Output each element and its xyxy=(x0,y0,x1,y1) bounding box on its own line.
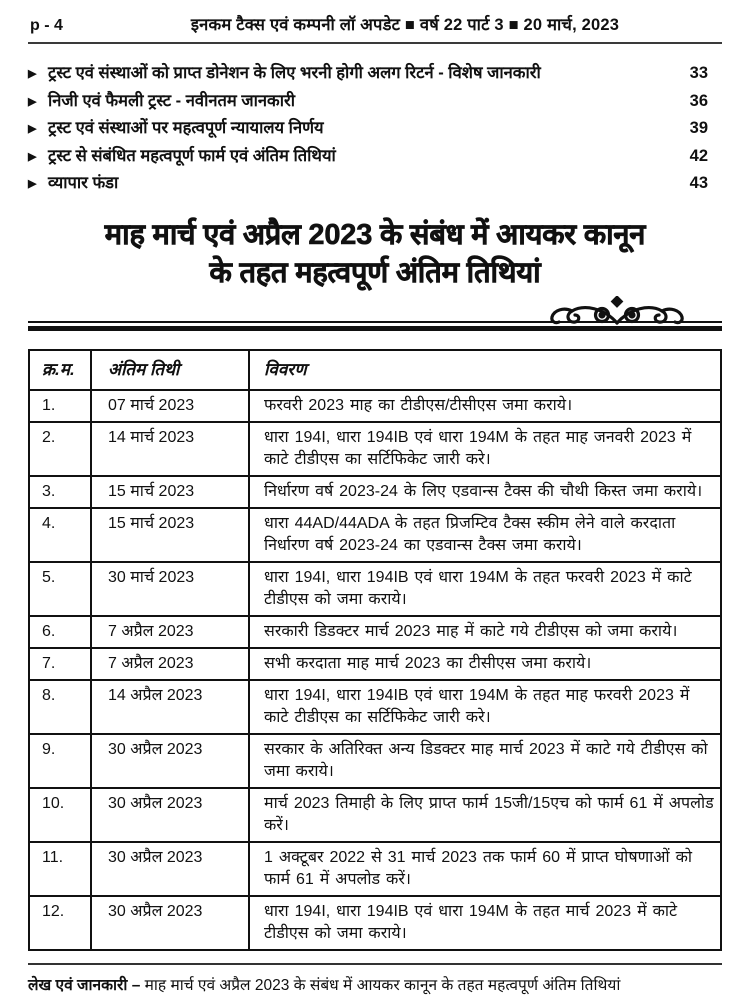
toc-item[interactable] xyxy=(28,60,722,88)
article-title-line1: माह मार्च एवं अप्रैल 2023 के संबंध में आयकर कानून xyxy=(104,218,646,251)
toc-item-page: 43 xyxy=(689,174,708,192)
cell-description: सभी करदाता माह मार्च 2023 का टीसीएस जमा कराये। xyxy=(249,648,721,680)
cell-serial: 5. xyxy=(29,562,91,616)
masthead-rule xyxy=(28,42,722,44)
cell-description: धारा 44AD/44ADA के तहत प्रिजम्टिव टैक्स स्कीम लेने वाले करदाता निर्धारण वर्ष 2023-24 का एडवान्स टैक्स जमा कराये। xyxy=(249,508,721,562)
cell-serial: 7. xyxy=(29,648,91,680)
toc-item-page: 33 xyxy=(689,64,708,82)
cell-description: सरकारी डिडक्टर मार्च 2023 माह में काटे गये टीडीएस को जमा कराये। xyxy=(249,616,721,648)
cell-date: 30 अप्रैल 2023 xyxy=(91,896,249,950)
cell-date: 30 अप्रैल 2023 xyxy=(91,734,249,788)
toc-item[interactable] xyxy=(28,115,722,143)
toc-item[interactable] xyxy=(28,143,722,171)
cell-date: 7 अप्रैल 2023 xyxy=(91,648,249,680)
article-title-line2: के तहत महत्वपूर्ण अंतिम तिथियां xyxy=(209,256,541,289)
table-row xyxy=(29,788,721,842)
cell-serial: 8. xyxy=(29,680,91,734)
table-row xyxy=(29,648,721,680)
table-row xyxy=(29,390,721,422)
table-header-row xyxy=(29,350,721,390)
cell-serial: 9. xyxy=(29,734,91,788)
cell-description: धारा 194I, धारा 194IB एवं धारा 194M के तहत माह फरवरी 2023 में काटे टीडीएस का सर्टिफिकेट जारी करे। xyxy=(249,680,721,734)
cell-description: धारा 194I, धारा 194IB एवं धारा 194M के तहत माह जनवरी 2023 में काटे टीडीएस का सर्टिफिकेट जारी करे। xyxy=(249,422,721,476)
cell-date: 07 मार्च 2023 xyxy=(91,390,249,422)
table-row xyxy=(29,734,721,788)
toc-item-label: ट्रस्ट से संबंधित महत्वपूर्ण फार्म एवं अंतिम तिथियां xyxy=(48,146,336,165)
table-row xyxy=(29,616,721,648)
toc-item-label: व्यापार फंडा xyxy=(48,174,119,192)
header-description: विवरण xyxy=(249,350,721,390)
article-title xyxy=(28,216,722,292)
cell-date: 7 अप्रैल 2023 xyxy=(91,616,249,648)
toc-item[interactable] xyxy=(28,88,722,116)
cell-serial: 3. xyxy=(29,476,91,508)
cell-description: 1 अक्टूबर 2022 से 31 मार्च 2023 तक फार्म 60 में प्राप्त घोषणाओं को फार्म 61 में अपलोड करें। xyxy=(249,842,721,896)
cell-description: फरवरी 2023 माह का टीडीएस/टीसीएस जमा कराये। xyxy=(249,390,721,422)
cell-description: सरकार के अतिरिक्त अन्य डिडक्टर माह मार्च 2023 में काटे गये टीडीएस को जमा कराये। xyxy=(249,734,721,788)
flourish-ornament-icon xyxy=(542,296,692,326)
table-row xyxy=(29,476,721,508)
deadlines-table xyxy=(28,349,722,951)
cell-serial: 2. xyxy=(29,422,91,476)
toc-item-page: 39 xyxy=(689,119,708,137)
triangle-bullet-icon: ▶ xyxy=(28,95,37,108)
table-row xyxy=(29,422,721,476)
toc-item-label: ट्रस्ट एवं संस्थाओं पर महत्वपूर्ण न्यायालय निर्णय xyxy=(48,119,324,137)
triangle-bullet-icon: ▶ xyxy=(28,68,37,80)
cell-description: धारा 194I, धारा 194IB एवं धारा 194M के तहत फरवरी 2023 में काटे टीडीएस को जमा कराये। xyxy=(249,562,721,616)
triangle-bullet-icon: ▶ xyxy=(28,150,37,163)
cell-date: 14 अप्रैल 2023 xyxy=(91,680,249,734)
cell-description: निर्धारण वर्ष 2023-24 के लिए एडवान्स टैक्स की चौथी किस्त जमा कराये। xyxy=(249,476,721,508)
table-row xyxy=(29,680,721,734)
triangle-bullet-icon: ▶ xyxy=(28,123,37,135)
cell-serial: 6. xyxy=(29,616,91,648)
triangle-bullet-icon: ▶ xyxy=(28,178,37,190)
cell-serial: 4. xyxy=(29,508,91,562)
cell-date: 14 मार्च 2023 xyxy=(91,422,249,476)
cell-serial: 10. xyxy=(29,788,91,842)
toc-item-label: निजी एवं फैमली ट्रस्ट - नवीनतम जानकारी xyxy=(48,91,296,110)
cell-description: धारा 194I, धारा 194IB एवं धारा 194M के तहत मार्च 2023 में काटे टीडीएस को जमा कराये। xyxy=(249,896,721,950)
cell-serial: 1. xyxy=(29,390,91,422)
cell-date: 15 मार्च 2023 xyxy=(91,508,249,562)
footer-text: माह मार्च एवं अप्रैल 2023 के संबंध में आयकर कानून के तहत महत्वपूर्ण अंतिम तिथियां xyxy=(140,976,621,994)
page-number-label: p - 4 xyxy=(30,17,63,34)
journal-title: इनकम टैक्स एवं कम्पनी लॉ अपडेट ■ वर्ष 22 पार्ट 3 ■ 20 मार्च, 2023 xyxy=(190,16,620,34)
cell-description: मार्च 2023 तिमाही के लिए प्राप्त फार्म 15जी/15एच को फार्म 61 में अपलोड करें। xyxy=(249,788,721,842)
table-row xyxy=(29,842,721,896)
cell-date: 30 मार्च 2023 xyxy=(91,562,249,616)
table-of-contents xyxy=(28,60,722,198)
cell-date: 30 अप्रैल 2023 xyxy=(91,842,249,896)
footer-label: लेख एवं जानकारी – xyxy=(28,976,141,994)
header-deadline-date: अंतिम तिथी xyxy=(91,350,249,390)
table-row xyxy=(29,896,721,950)
cell-date: 15 मार्च 2023 xyxy=(91,476,249,508)
toc-item-label: ट्रस्ट एवं संस्थाओं को प्राप्त डोनेशन के लिए भरनी होगी अलग रिटर्न - विशेष जानकारी xyxy=(48,64,541,82)
cell-date: 30 अप्रैल 2023 xyxy=(91,788,249,842)
cell-serial: 12. xyxy=(29,896,91,950)
table-row xyxy=(29,508,721,562)
header-serial-number: क्र.म. xyxy=(29,350,91,390)
page-footer xyxy=(28,963,722,995)
table-row xyxy=(29,562,721,616)
masthead xyxy=(28,10,722,36)
toc-item-page: 42 xyxy=(689,146,708,165)
toc-item[interactable] xyxy=(28,170,722,198)
toc-item-page: 36 xyxy=(689,91,708,110)
cell-serial: 11. xyxy=(29,842,91,896)
